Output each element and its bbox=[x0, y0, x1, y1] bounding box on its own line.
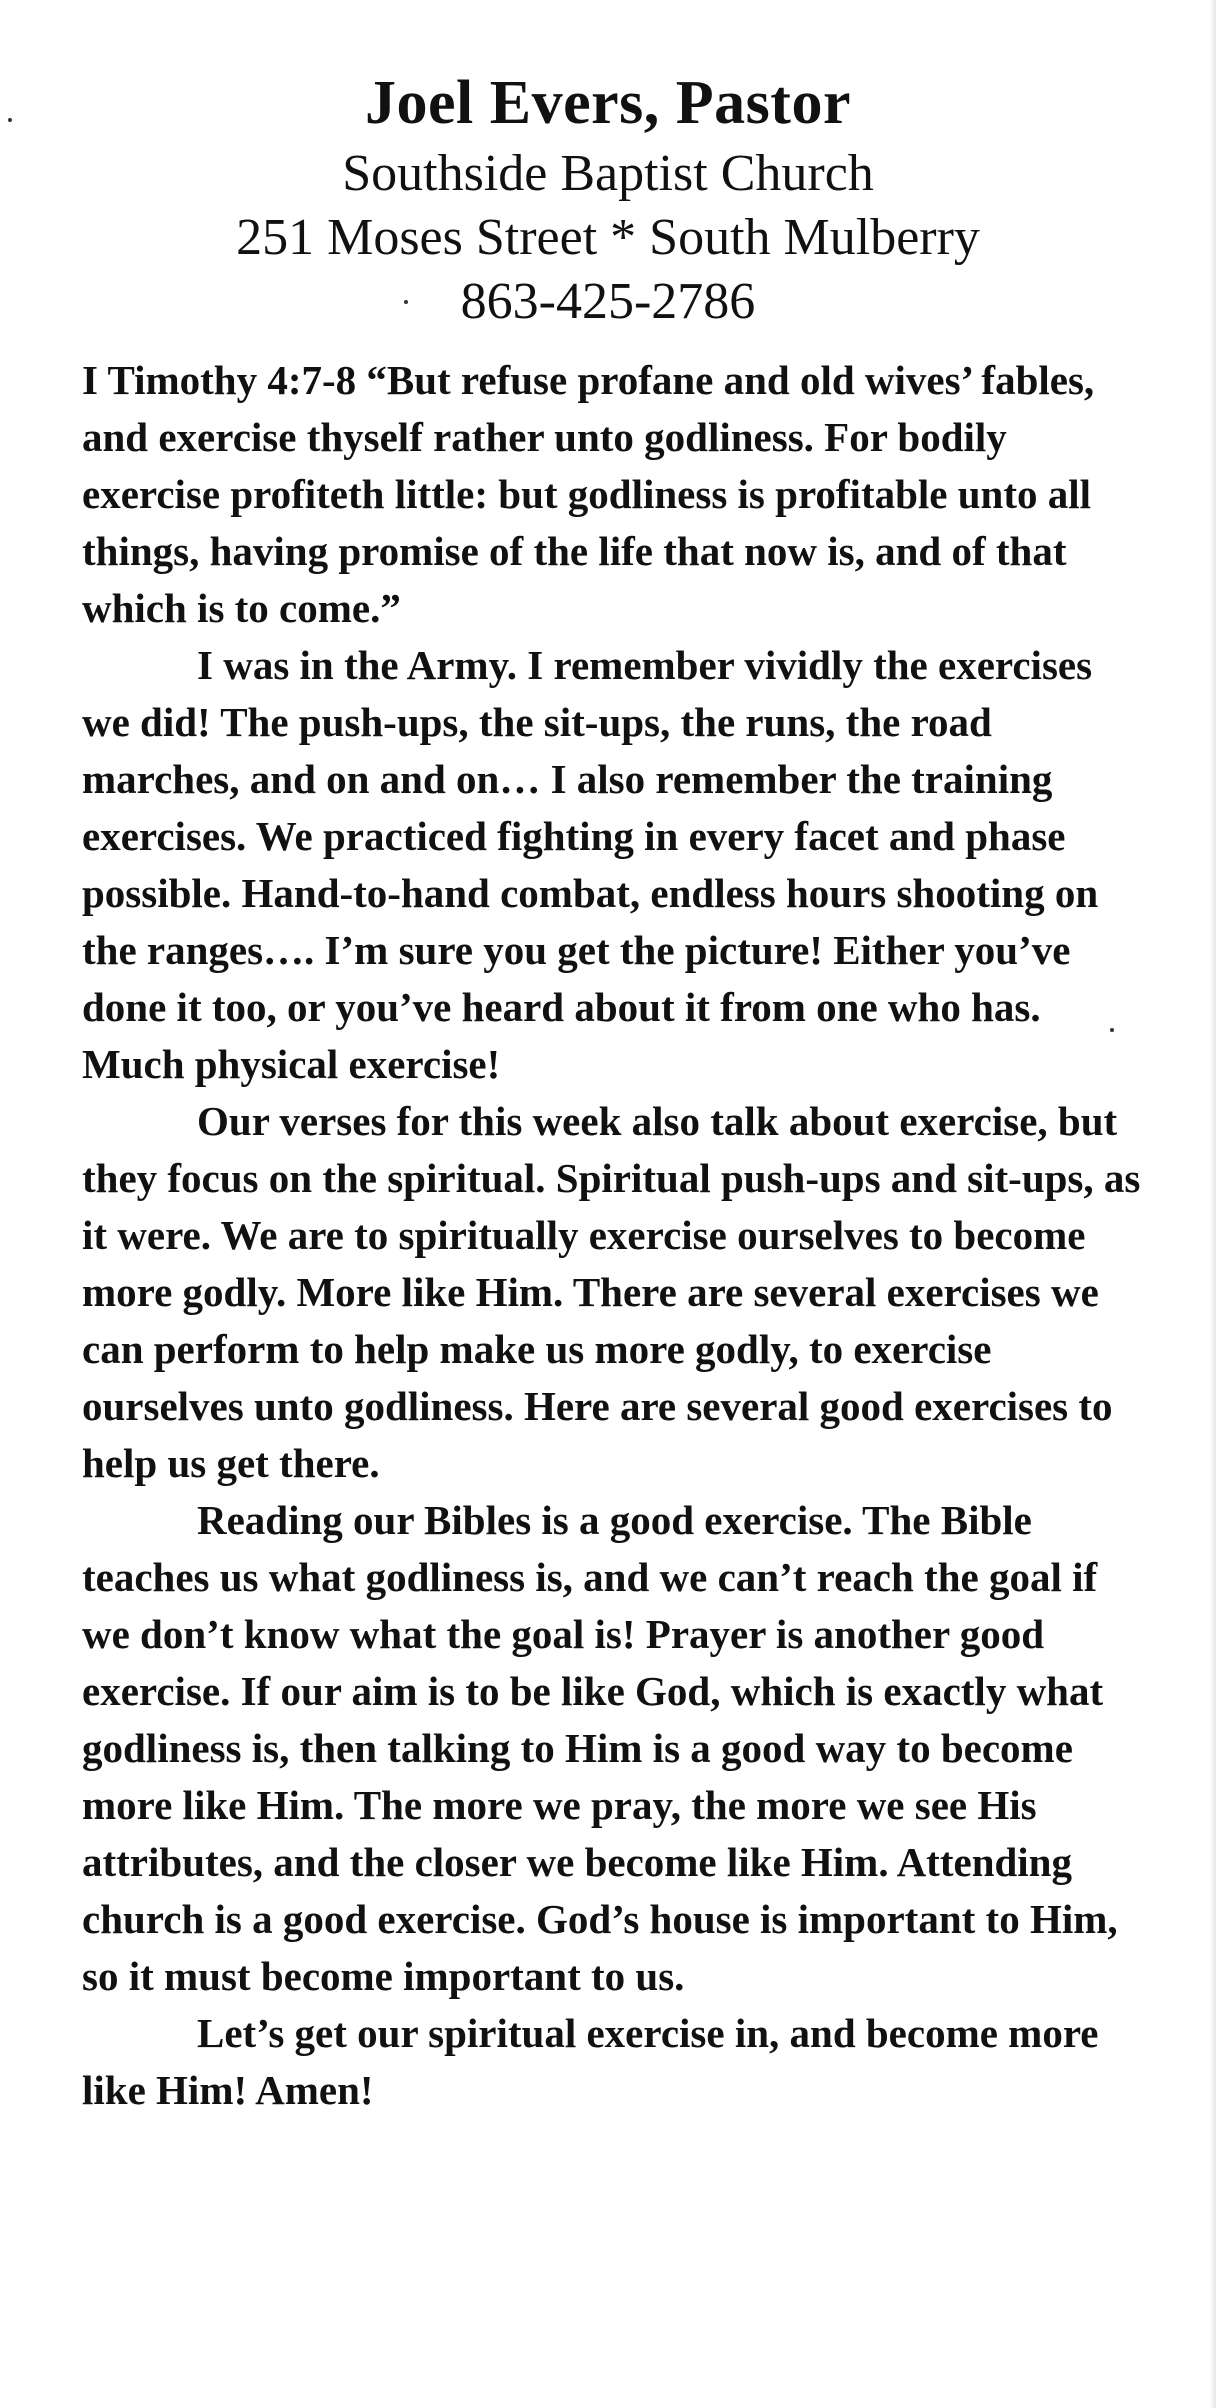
bulletin-header bbox=[0, 64, 1216, 334]
scripture-passage: I Timothy 4:7-8 “But refuse profane and old wives’ fables, and exercise thyself rather unto godliness. For bodily exercise profiteth little: but godliness is profitable unto all things, having promise of the life that now is, and of that which is to come.” bbox=[82, 357, 1095, 631]
pastor-name: Joel Evers, Pastor bbox=[365, 69, 851, 137]
article-paragraph: I was in the Army. I remember vividly the exercises we did! The push-ups, the sit-ups, the runs, the road marches, and on and on… I also remember the training exercises. We practiced fighting in every facet and phase possible. Hand-to-hand combat, endless hours shooting on the ranges…. I’m sure you get the picture! Either you’ve done it too, or you’ve heard about it from one who has. Much physical exercise! bbox=[82, 642, 1099, 1087]
devotional-article bbox=[82, 352, 1142, 2119]
church-name: Southside Baptist Church bbox=[342, 145, 874, 202]
article-closing: Let’s get our spiritual exercise in, and become more like Him! Amen! bbox=[82, 2010, 1099, 2113]
church-address: 251 Moses Street * South Mulberry bbox=[236, 209, 980, 266]
article-paragraph: Our verses for this week also talk about exercise, but they focus on the spiritual. Spiritual push-ups and sit-ups, as it were. We are to spiritually exercise ourselves to become more godly. More like Him. There are several exercises we can perform to help make us more godly, to exercise ourselves unto godliness. Here are several good exercises to help us get there. bbox=[82, 1098, 1141, 1486]
article-paragraph: Reading our Bibles is a good exercise. The Bible teaches us what godliness is, and we can’t reach the goal if we don’t know what the goal is! Prayer is another good exercise. If our aim is to be like God, which is exactly what godliness is, then talking to Him is a good way to become more like Him. The more we pray, the more we see His attributes, and the closer we become like Him. Attending church is a good exercise. God’s house is important to Him, so it must become important to us. bbox=[82, 1497, 1118, 1999]
church-phone: 863-425-2786 bbox=[460, 273, 756, 330]
scan-edge-shadow bbox=[1210, 0, 1216, 2408]
